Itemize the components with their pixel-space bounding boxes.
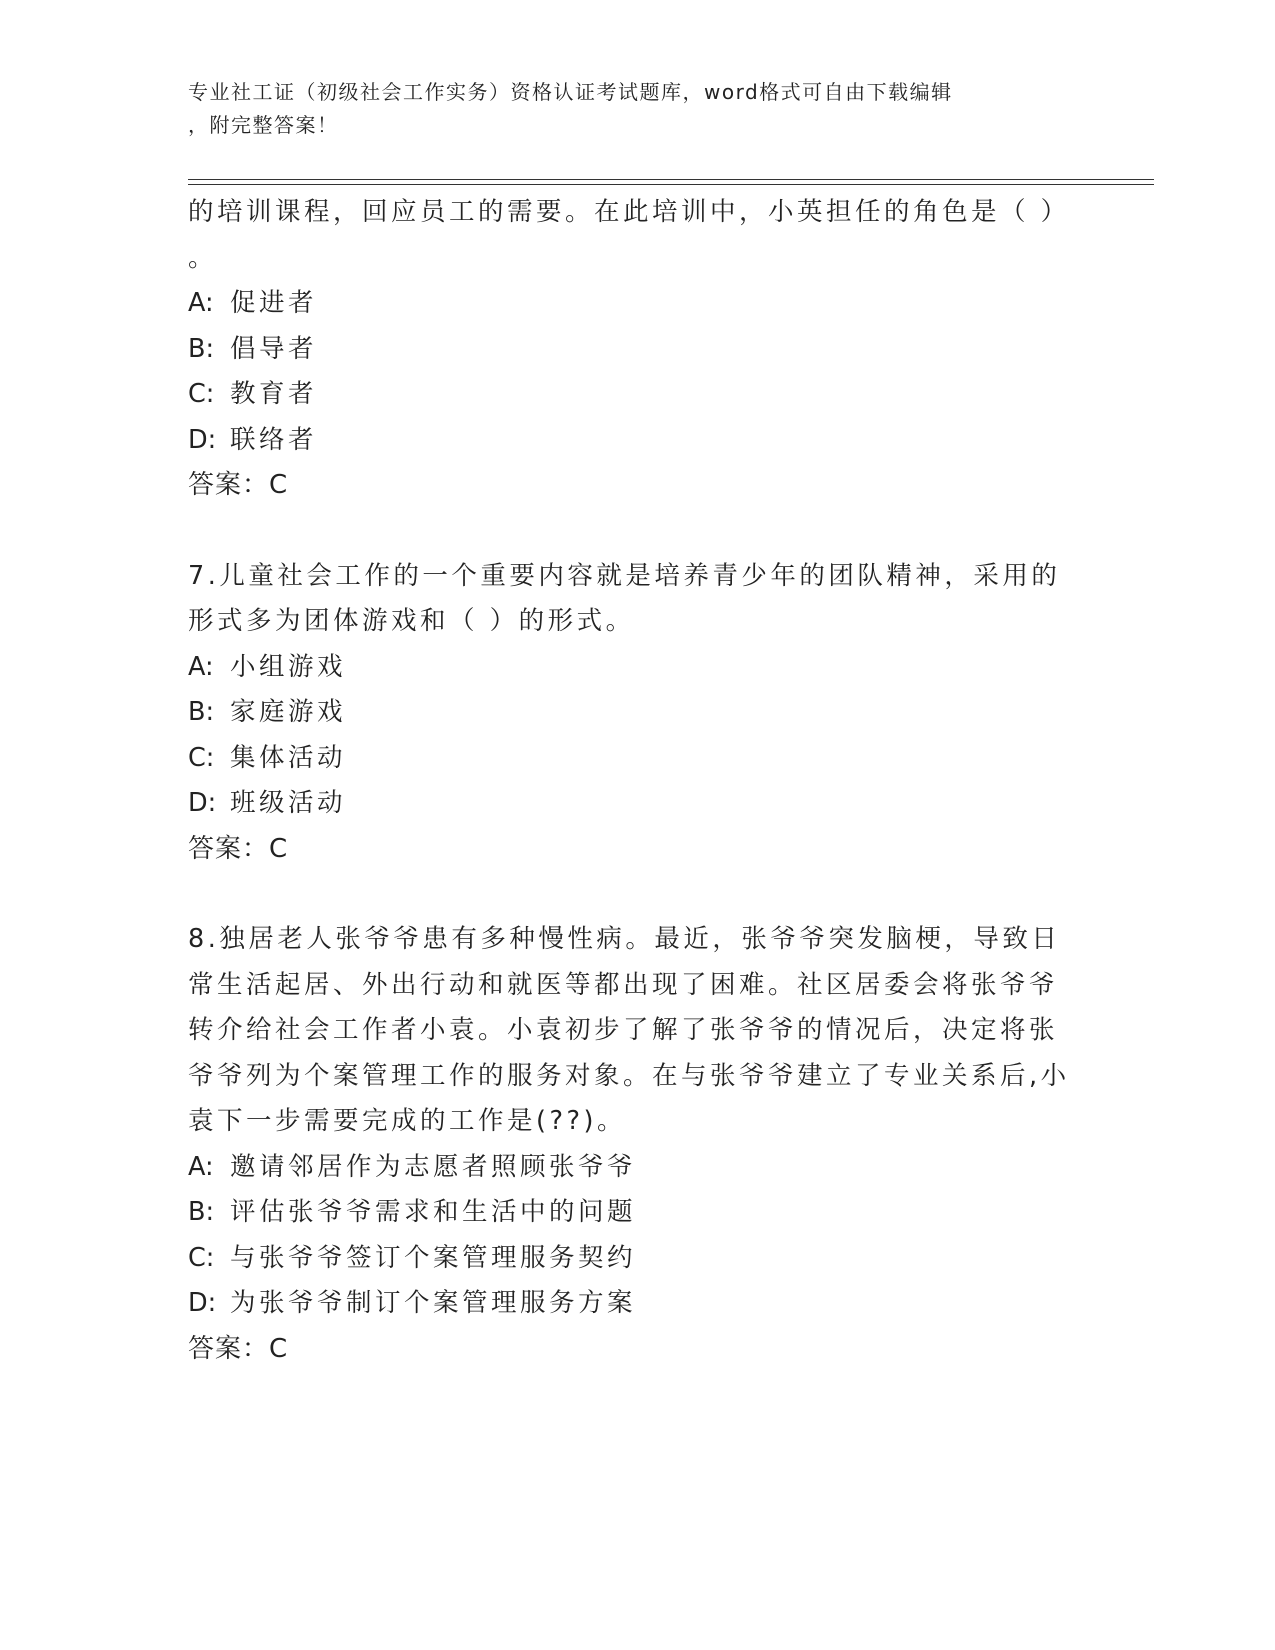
option-text: 班级活动 [230, 788, 347, 818]
question-spacer [188, 509, 1088, 554]
option-key: B: [188, 333, 215, 364]
option-text: 教育者 [230, 379, 318, 409]
question-block [188, 190, 1088, 509]
option-c [188, 1236, 1088, 1282]
option-a [188, 1145, 1088, 1191]
answer-line: 答案：C [188, 833, 289, 864]
option-text: 集体活动 [230, 742, 347, 773]
option-d [188, 781, 1088, 827]
question-text-line: 8.独居老人张爷爷患有多种慢性病。最近，张爷爷突发脑梗，导致日 [188, 924, 1061, 954]
option-a [188, 645, 1088, 691]
option-text: 小组游戏 [230, 651, 347, 682]
question-text-line: 7.儿童社会工作的一个重要内容就是培养青少年的团队精神，采用的 [188, 560, 1061, 591]
question-list [188, 190, 1088, 1372]
option-key: D: [188, 1288, 217, 1318]
header-line-1: 专业社工证（初级社会工作实务）资格认证考试题库，word格式可自由下载编辑 [188, 80, 953, 104]
question-text-line: 。 [188, 242, 218, 273]
answer-line: 答案：C [188, 470, 289, 500]
option-b [188, 327, 1088, 373]
question-block [188, 554, 1088, 873]
question-block [188, 917, 1088, 1372]
option-d [188, 418, 1088, 464]
option-text: 评估张爷爷需求和生活中的问题 [230, 1197, 637, 1227]
option-text: 联络者 [230, 424, 318, 455]
option-key: C: [188, 742, 215, 773]
option-key: C: [188, 379, 215, 409]
option-key: A: [188, 1151, 214, 1182]
option-text: 倡导者 [230, 333, 318, 364]
option-text: 家庭游戏 [230, 697, 347, 727]
page-header [188, 76, 1068, 142]
option-key: B: [188, 697, 215, 727]
option-text: 邀请邻居作为志愿者照顾张爷爷 [230, 1151, 637, 1182]
header-line-2: ，附完整答案！ [188, 113, 339, 137]
option-text: 促进者 [230, 288, 318, 318]
question-spacer [188, 872, 1088, 917]
question-text-line: 爷爷列为个案管理工作的服务对象。在与张爷爷建立了专业关系后,小 [188, 1060, 1070, 1091]
option-key: D: [188, 424, 217, 455]
option-key: A: [188, 288, 214, 318]
question-text-line: 常生活起居、外出行动和就医等都出现了困难。社区居委会将张爷爷 [188, 969, 1059, 1000]
option-key: B: [188, 1197, 215, 1227]
option-b [188, 1190, 1088, 1236]
option-text: 为张爷爷制订个案管理服务方案 [230, 1288, 637, 1318]
option-d [188, 1281, 1088, 1327]
answer-line: 答案：C [188, 1333, 289, 1364]
option-key: C: [188, 1242, 215, 1273]
option-b [188, 690, 1088, 736]
question-text-line: 形式多为团体游戏和（ ）的形式。 [188, 606, 635, 636]
option-key: A: [188, 651, 214, 682]
option-c [188, 736, 1088, 782]
option-text: 与张爷爷签订个案管理服务契约 [230, 1242, 637, 1273]
option-c [188, 372, 1088, 418]
option-key: D: [188, 788, 217, 818]
header-divider-bottom [188, 184, 1154, 185]
option-a [188, 281, 1088, 327]
question-text-line: 转介给社会工作者小袁。小袁初步了解了张爷爷的情况后，决定将张 [188, 1015, 1059, 1045]
header-divider-top [188, 179, 1154, 180]
question-text-line: 袁下一步需要完成的工作是(??)。 [188, 1106, 626, 1136]
question-text-line: 的培训课程，回应员工的需要。在此培训中，小英担任的角色是（ ） [188, 197, 1070, 227]
